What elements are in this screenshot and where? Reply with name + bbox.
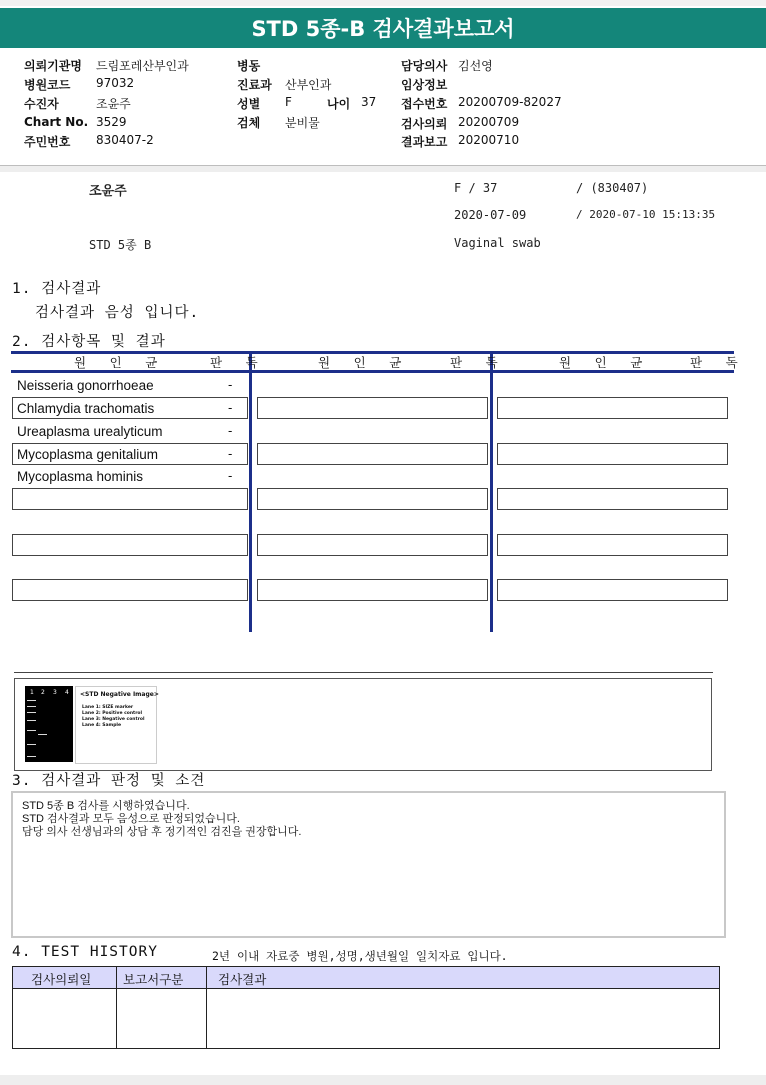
header-divider [0,165,766,172]
opinion-box [11,791,726,938]
gel-lane-number: 4 [65,689,69,696]
history-header-report-type: 보고서구분 [123,972,184,987]
result-box [497,397,728,419]
top-rule [0,0,766,6]
patient-name: 조윤주 [89,184,127,199]
section4-title: 4. TEST HISTORY [12,944,158,960]
hospital-code-field: 병원코드 97032 [24,76,135,92]
history-column-divider [116,967,117,1048]
opinion-line: STD 검사결과 모두 음성으로 판정되었습니다. [22,813,240,825]
gel-lane-label: Lane 4: Sample [82,723,122,728]
result-box [257,488,488,510]
department-field: 진료과 산부인과 [237,78,332,92]
receipt-no-field: 접수번호 20200709-82027 [401,95,562,111]
section1-text: 검사결과 음성 입니다. [35,305,200,321]
history-header-request-date: 검사의뢰일 [31,972,92,987]
recipient-field: 수진자 조윤주 [24,97,131,111]
result-box [497,579,728,601]
gel-band [38,734,47,735]
history-table-header [13,967,719,989]
section2-title: 2. 검사항목 및 결과 [12,334,166,350]
col1-pathogen-header: 원 인 균 [74,355,166,370]
history-column-divider [206,967,207,1048]
result-box [257,443,488,465]
gel-band [27,756,36,757]
gel-top-rule [14,672,713,673]
result-box [497,443,728,465]
gel-band [27,720,36,721]
pathogen-name: Neisseria gonorrhoeae [17,378,154,393]
section3-title: 3. 검사결과 판정 및 소견 [12,773,206,789]
gel-band [27,700,36,701]
patient-test: STD 5종 B [89,238,152,252]
institution-field: 의뢰기관명 드림포레산부인과 [24,59,189,73]
result-box [257,534,488,556]
gel-band [27,730,36,731]
patient-request-date: 2020-07-09 [454,208,527,222]
patient-birth: / (830407) [576,181,649,195]
gel-title: <STD Negative Image> [80,691,159,698]
pathogen-result: - [228,423,233,438]
request-date-field: 검사의뢰 20200709 [401,115,520,131]
history-header-result: 검사결과 [218,972,267,987]
result-box [12,534,248,556]
gel-lane-number: 2 [41,689,45,696]
pathogen-name: Mycoplasma genitalium [17,447,159,462]
gel-lane-number: 3 [53,689,57,696]
ward-field: 병동 [237,59,261,73]
col1-result-header: 판 독 [210,355,266,370]
resident-no-field: 주민번호 830407-2 [24,133,154,149]
gel-lane-label: Lane 1: SIZE marker [82,705,134,710]
patient-sex-age: F / 37 [454,181,498,195]
pathogen-result: - [228,400,233,415]
table-column-divider-1 [249,351,252,632]
result-box [497,534,728,556]
history-table [12,966,720,1049]
gel-band [27,744,36,745]
pathogen-name: Mycoplasma hominis [17,469,144,484]
report-title: STD 5종-B 검사결과보고서 [0,8,766,48]
result-box [257,397,488,419]
gel-lane-label: Lane 2: Positive control [82,711,143,716]
clinical-info-field: 임상정보 [401,78,448,92]
pathogen-result: - [228,446,233,461]
patient-specimen: Vaginal swab [454,236,541,250]
report-date-field: 결과보고 20200710 [401,133,520,149]
patient-report-datetime: / 2020-07-10 15:13:35 [576,208,716,221]
pathogen-name: Ureaplasma urealyticum [17,424,163,439]
gel-band [27,706,36,707]
table-column-divider-2 [490,351,493,632]
age-field: 나이 37 [327,95,377,111]
pathogen-result: - [228,377,233,392]
col3-result-header: 판 독 [690,355,746,370]
col2-result-header: 판 독 [450,355,506,370]
sex-field: 성별 F [237,95,292,111]
section1-title: 1. 검사결과 [12,281,102,297]
result-box [12,488,248,510]
result-box [12,579,248,601]
col2-pathogen-header: 원 인 균 [318,355,410,370]
pathogen-name: Chlamydia trachomatis [17,401,155,416]
specimen-field: 검체 분비물 [237,116,320,130]
result-box [257,579,488,601]
bottom-rule [0,1075,766,1085]
pathogen-result: - [228,468,233,483]
gel-electrophoresis-image [25,686,73,762]
gel-lane-number: 1 [30,689,34,696]
opinion-line: 담당 의사 선생님과의 상담 후 정기적인 검진을 권장합니다. [22,826,302,838]
doctor-field: 담당의사 김선영 [401,59,493,73]
chart-no-field: Chart No. 3529 [24,115,127,129]
gel-lane-label: Lane 3: Negative control [82,717,145,722]
opinion-line: STD 5종 B 검사를 시행하였습니다. [22,800,190,812]
history-note: 2년 이내 자료중 병원,성명,생년월일 일치자료 입니다. [212,949,508,963]
result-box [497,488,728,510]
gel-band [27,712,36,713]
col3-pathogen-header: 원 인 균 [559,355,651,370]
